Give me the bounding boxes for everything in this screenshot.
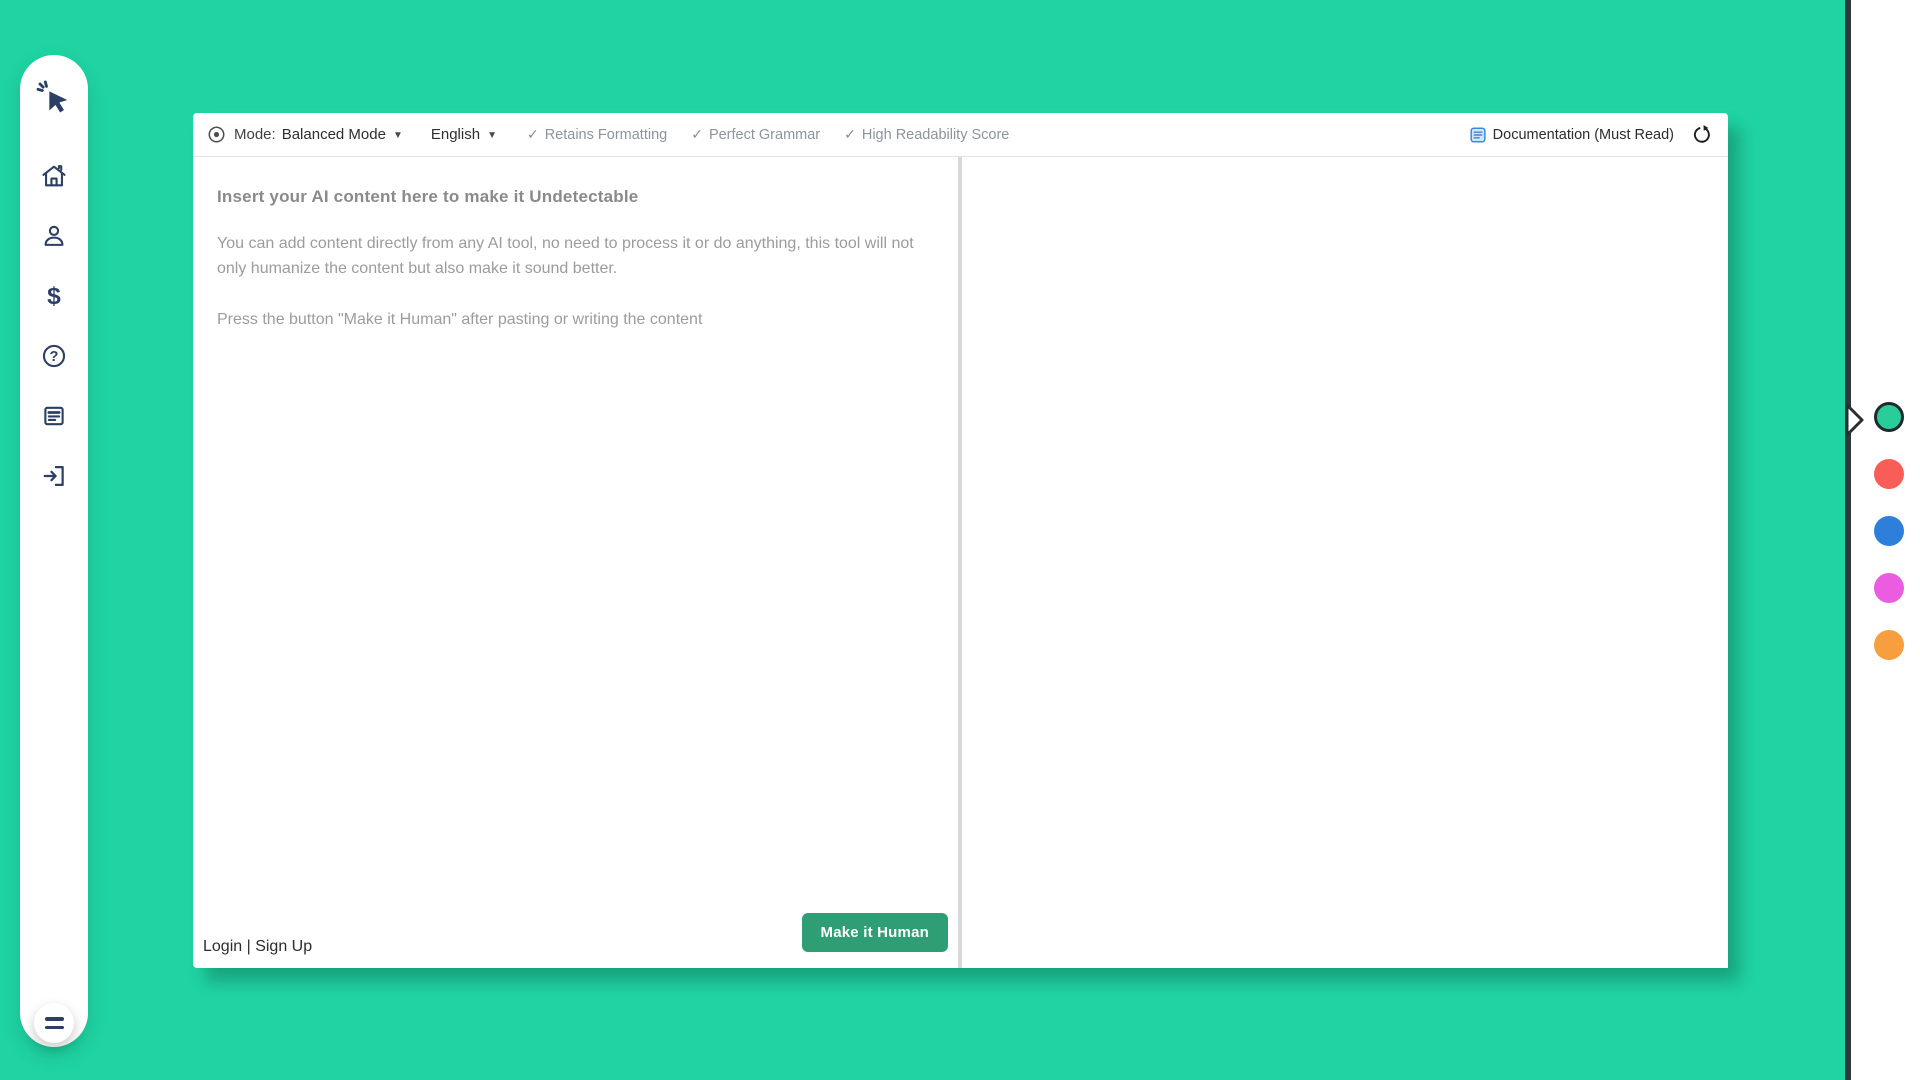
theme-color-panel	[1845, 0, 1920, 1080]
user-icon	[40, 222, 68, 255]
placeholder-paragraph: You can add content directly from any AI tool, no need to process it or do anything, this tool will not only humanize the content but also make it sound better.	[217, 235, 914, 277]
sidebar-item-blog[interactable]	[39, 404, 69, 432]
feature-perfect-grammar	[691, 126, 820, 143]
placeholder-instruction: Press the button "Make it Human" after pasting or writing the content	[217, 311, 703, 328]
help-circle-icon	[40, 342, 68, 375]
toolbar	[193, 113, 1728, 157]
output-pane	[962, 157, 1728, 968]
svg-text:$: $	[47, 282, 61, 310]
documentation-link[interactable]	[1470, 127, 1674, 143]
placeholder-heading: Insert your AI content here to make it Undetectable	[217, 187, 639, 206]
input-editor[interactable]	[193, 157, 958, 968]
documentation-label: Documentation (Must Read)	[1492, 126, 1674, 143]
app-logo[interactable]	[20, 77, 88, 124]
feature-retains-formatting	[527, 126, 667, 143]
sidebar-item-account[interactable]	[39, 224, 69, 252]
cursor-click-icon	[34, 77, 74, 124]
theme-color-orange[interactable]	[1874, 630, 1904, 660]
refresh-icon	[1692, 124, 1713, 145]
sidebar-nav	[20, 164, 88, 492]
svg-text:?: ?	[49, 348, 59, 365]
theme-color-green[interactable]	[1874, 402, 1904, 432]
theme-color-options	[1857, 402, 1920, 660]
chevron-down-icon: ▼	[487, 130, 497, 141]
sidebar-item-pricing[interactable]	[39, 284, 69, 312]
chevron-down-icon: ▼	[392, 130, 403, 141]
target-icon	[207, 125, 226, 144]
sidebar-item-login[interactable]	[39, 464, 69, 492]
sidebar	[20, 55, 88, 1047]
check-icon: ✓	[844, 126, 856, 142]
toolbar-right	[1470, 123, 1714, 147]
check-icon: ✓	[691, 126, 703, 142]
theme-color-magenta[interactable]	[1874, 573, 1904, 603]
sidebar-item-home[interactable]	[39, 164, 69, 192]
document-icon	[1470, 127, 1486, 143]
feature-label: Perfect Grammar	[708, 126, 821, 143]
hamburger-menu-icon	[45, 1017, 64, 1029]
home-icon	[40, 162, 68, 195]
check-icon: ✓	[526, 126, 539, 142]
make-it-human-button[interactable]: Make it Human	[802, 913, 948, 952]
sidebar-menu-button[interactable]	[34, 1003, 74, 1043]
feature-label: High Readability Score	[861, 126, 1010, 143]
humanizer-panel	[193, 113, 1728, 968]
sidebar-item-help[interactable]	[39, 344, 69, 372]
language-value: English	[430, 126, 481, 143]
mode-label: Mode:	[234, 126, 276, 143]
editor-panes	[193, 157, 1728, 968]
language-dropdown[interactable]	[431, 126, 497, 143]
news-icon	[40, 402, 68, 435]
login-signup-links[interactable]: Login | Sign Up	[203, 938, 313, 955]
refresh-button[interactable]	[1690, 123, 1714, 147]
theme-color-blue[interactable]	[1874, 516, 1904, 546]
login-icon	[40, 462, 68, 495]
feature-label: Retains Formatting	[544, 126, 668, 143]
mode-value: Balanced Mode	[281, 126, 386, 143]
feature-high-readability	[844, 126, 1009, 143]
mode-dropdown[interactable]	[282, 126, 403, 143]
toolbar-left	[207, 125, 1033, 144]
dollar-icon	[40, 282, 68, 315]
theme-color-red[interactable]	[1874, 459, 1904, 489]
